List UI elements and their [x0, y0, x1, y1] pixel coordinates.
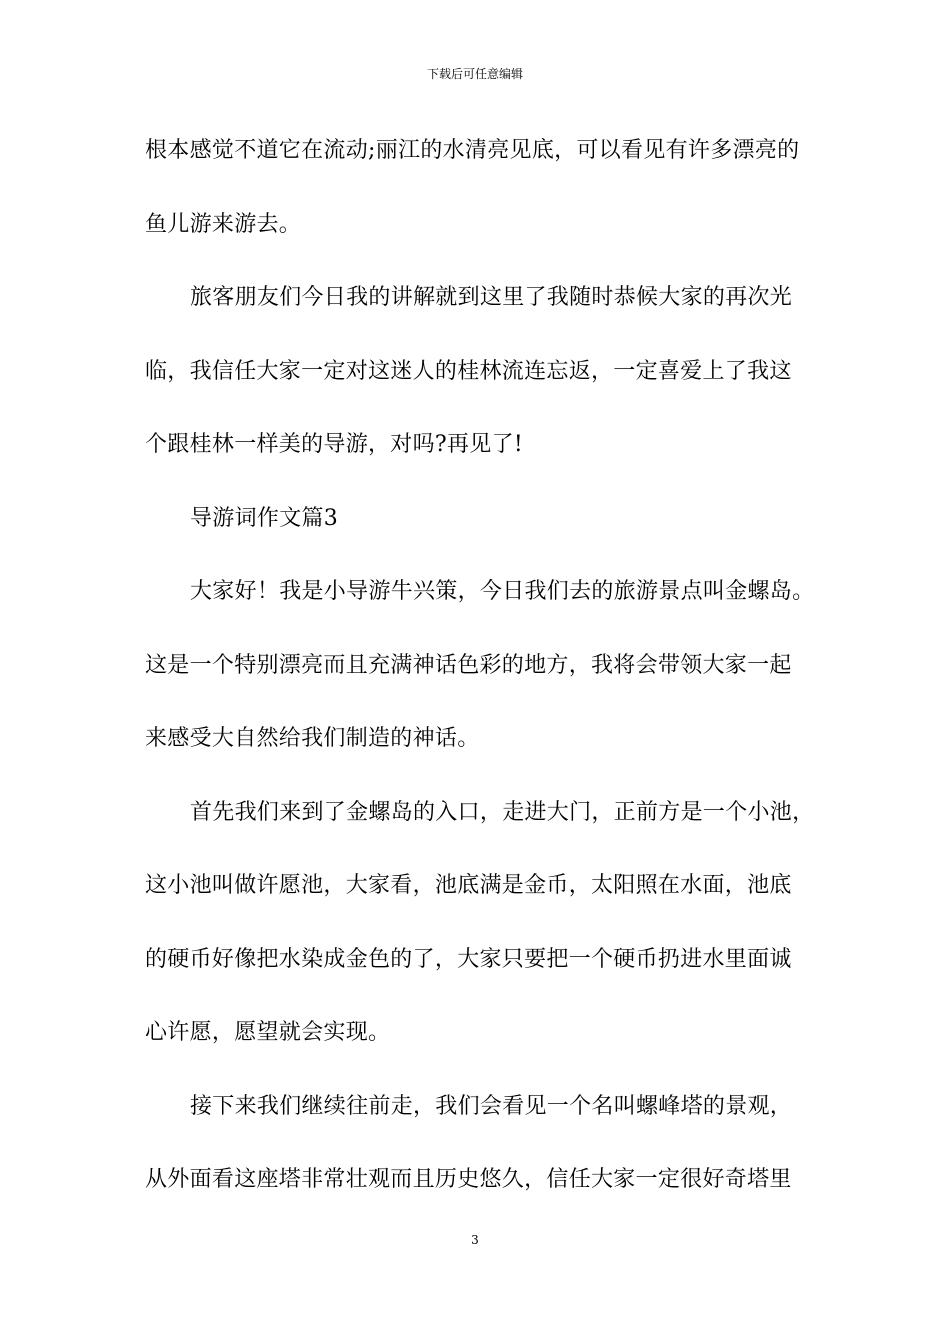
text-line: 来感受大自然给我们制造的神话。 [145, 726, 480, 751]
paragraph-start: 旅客朋友们今日我的讲解就到这里了我随时恭候大家的再次光 [190, 285, 793, 310]
text-line: 的硬币好像把水染成金色的了，大家只要把一个硬币扔进水里面诚 [145, 946, 792, 972]
text-line: 心许愿，愿望就会实现。 [145, 1020, 391, 1045]
paragraph-start: 首先我们来到了金螺岛的入口，走进大门，正前方是一个小池， [190, 799, 815, 825]
text-line: 个跟桂林一样美的导游，对吗?再见了! [145, 432, 524, 457]
paragraph-start: 大家好！我是小导游牛兴策，今日我们去的旅游景点叫金螺岛。 [190, 579, 815, 604]
page-header: 下载后可任意编辑 [426, 67, 523, 81]
text-line: 根本感觉不道它在流动;丽江的水清亮见底，可以看见有许多漂亮的 [145, 138, 800, 163]
body-text [145, 129, 815, 1232]
text-line: 鱼儿游来游去。 [145, 211, 302, 237]
text-line: 临，我信任大家一定对这迷人的桂林流连忘返，一定喜爱上了我这 [145, 358, 792, 384]
paragraph-start: 接下来我们继续往前走，我们会看见一个名叫螺峰塔的景观， [190, 1093, 793, 1119]
section-heading: 导游词作文篇3 [190, 505, 339, 531]
text-line: 这是一个特别漂亮而且充满神话色彩的地方，我将会带领大家一起 [145, 652, 792, 678]
page-number: 3 [471, 1233, 479, 1247]
text-line: 这小池叫做许愿池，大家看，池底满是金币，太阳照在水面，池底 [145, 873, 792, 898]
text-line: 从外面看这座塔非常壮观而且历史悠久，信任大家一定很好奇塔里 [145, 1167, 792, 1192]
